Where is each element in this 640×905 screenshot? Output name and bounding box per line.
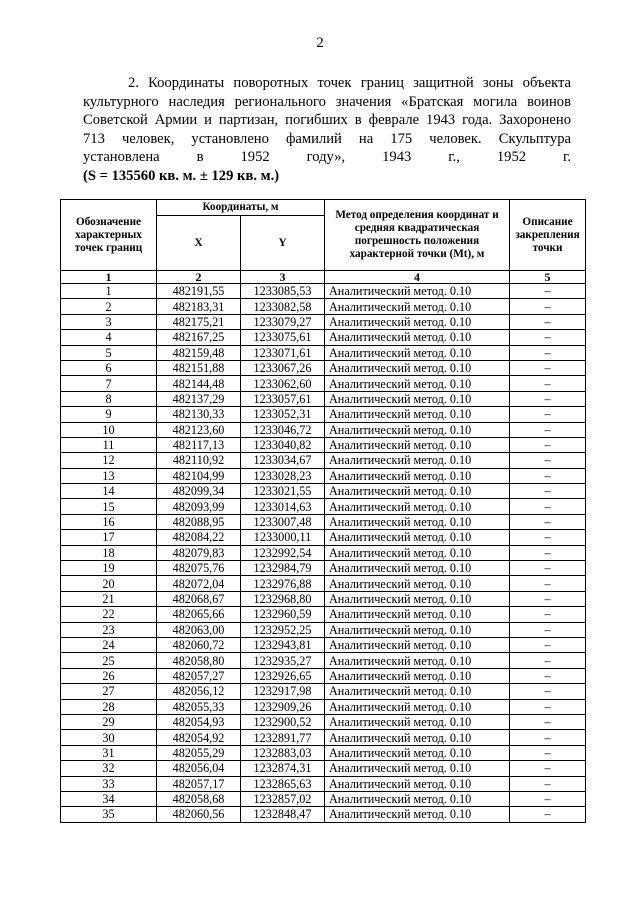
y-coordinate-cell: 1233075,61 bbox=[241, 330, 325, 345]
method-cell: Аналитический метод. 0.10 bbox=[325, 514, 510, 529]
point-number-cell: 3 bbox=[61, 314, 157, 329]
description-cell: – bbox=[510, 653, 586, 668]
description-cell: – bbox=[510, 714, 586, 729]
x-coordinate-cell: 482058,68 bbox=[157, 791, 241, 806]
x-coordinate-cell: 482117,13 bbox=[157, 437, 241, 452]
x-coordinate-cell: 482099,34 bbox=[157, 484, 241, 499]
point-number-cell: 28 bbox=[61, 699, 157, 714]
method-cell: Аналитический метод. 0.10 bbox=[325, 591, 510, 606]
y-coordinate-cell: 1232848,47 bbox=[241, 807, 325, 822]
y-coordinate-cell: 1232891,77 bbox=[241, 730, 325, 745]
description-cell: – bbox=[510, 468, 586, 483]
y-coordinate-cell: 1232960,59 bbox=[241, 607, 325, 622]
table-row bbox=[61, 530, 586, 545]
y-coordinate-cell: 1232992,54 bbox=[241, 545, 325, 560]
point-number-cell: 11 bbox=[61, 437, 157, 452]
table-row bbox=[61, 314, 586, 329]
method-cell: Аналитический метод. 0.10 bbox=[325, 453, 510, 468]
method-cell: Аналитический метод. 0.10 bbox=[325, 314, 510, 329]
method-cell: Аналитический метод. 0.10 bbox=[325, 776, 510, 791]
point-number-cell: 1 bbox=[61, 284, 157, 299]
method-cell: Аналитический метод. 0.10 bbox=[325, 668, 510, 683]
x-coordinate-cell: 482183,31 bbox=[157, 299, 241, 314]
x-coordinate-cell: 482079,83 bbox=[157, 545, 241, 560]
table-row bbox=[61, 514, 586, 529]
method-cell: Аналитический метод. 0.10 bbox=[325, 761, 510, 776]
description-cell: – bbox=[510, 484, 586, 499]
point-number-cell: 8 bbox=[61, 391, 157, 406]
method-cell: Аналитический метод. 0.10 bbox=[325, 484, 510, 499]
table-row bbox=[61, 453, 586, 468]
table-row bbox=[61, 807, 586, 822]
description-cell: – bbox=[510, 407, 586, 422]
description-cell: – bbox=[510, 622, 586, 637]
x-coordinate-cell: 482063,00 bbox=[157, 622, 241, 637]
y-coordinate-cell: 1232874,31 bbox=[241, 761, 325, 776]
y-coordinate-cell: 1232968,80 bbox=[241, 591, 325, 606]
y-coordinate-cell: 1232909,26 bbox=[241, 699, 325, 714]
x-coordinate-cell: 482167,25 bbox=[157, 330, 241, 345]
y-coordinate-cell: 1233040,82 bbox=[241, 437, 325, 452]
y-coordinate-cell: 1233062,60 bbox=[241, 376, 325, 391]
point-number-cell: 6 bbox=[61, 360, 157, 375]
point-number-cell: 19 bbox=[61, 561, 157, 576]
point-number-cell: 14 bbox=[61, 484, 157, 499]
x-coordinate-cell: 482065,66 bbox=[157, 607, 241, 622]
x-coordinate-cell: 482159,48 bbox=[157, 345, 241, 360]
point-number-cell: 30 bbox=[61, 730, 157, 745]
table-row bbox=[61, 745, 586, 760]
x-coordinate-cell: 482054,93 bbox=[157, 714, 241, 729]
header-designation: Обозначение характерных точек границ bbox=[61, 200, 157, 271]
method-cell: Аналитический метод. 0.10 bbox=[325, 807, 510, 822]
intro-line: Советской Армии и партизан, погибших в феврале 1943 года. Захоронено bbox=[83, 112, 571, 129]
point-number-cell: 26 bbox=[61, 668, 157, 683]
x-coordinate-cell: 482058,80 bbox=[157, 653, 241, 668]
description-cell: – bbox=[510, 453, 586, 468]
x-coordinate-cell: 482175,21 bbox=[157, 314, 241, 329]
description-cell: – bbox=[510, 745, 586, 760]
table-row bbox=[61, 714, 586, 729]
table-body bbox=[61, 284, 586, 823]
x-coordinate-cell: 482060,56 bbox=[157, 807, 241, 822]
intro-line: 713 человек, установлено фамилий на 175 человек. Скульптура bbox=[83, 130, 571, 147]
header-method-text: Метод определения координат и средняя квадратическая погрешность положения характерной точки (Mt), м bbox=[335, 209, 499, 260]
header-coordinates: Координаты, м bbox=[157, 200, 325, 216]
table-row bbox=[61, 330, 586, 345]
y-coordinate-cell: 1233046,72 bbox=[241, 422, 325, 437]
table-row bbox=[61, 391, 586, 406]
y-coordinate-cell: 1232943,81 bbox=[241, 637, 325, 652]
method-cell: Аналитический метод. 0.10 bbox=[325, 407, 510, 422]
x-coordinate-cell: 482088,95 bbox=[157, 514, 241, 529]
description-cell: – bbox=[510, 314, 586, 329]
x-coordinate-cell: 482093,99 bbox=[157, 499, 241, 514]
x-coordinate-cell: 482191,55 bbox=[157, 284, 241, 299]
table-row bbox=[61, 484, 586, 499]
y-coordinate-cell: 1232857,02 bbox=[241, 791, 325, 806]
table-row bbox=[61, 468, 586, 483]
table-row bbox=[61, 637, 586, 652]
description-cell: – bbox=[510, 807, 586, 822]
method-cell: Аналитический метод. 0.10 bbox=[325, 561, 510, 576]
table-row bbox=[61, 668, 586, 683]
y-coordinate-cell: 1233052,31 bbox=[241, 407, 325, 422]
method-cell: Аналитический метод. 0.10 bbox=[325, 530, 510, 545]
point-number-cell: 16 bbox=[61, 514, 157, 529]
description-cell: – bbox=[510, 422, 586, 437]
y-coordinate-cell: 1233034,67 bbox=[241, 453, 325, 468]
y-coordinate-cell: 1233057,61 bbox=[241, 391, 325, 406]
method-cell: Аналитический метод. 0.10 bbox=[325, 345, 510, 360]
method-cell: Аналитический метод. 0.10 bbox=[325, 791, 510, 806]
method-cell: Аналитический метод. 0.10 bbox=[325, 391, 510, 406]
table-row bbox=[61, 299, 586, 314]
point-number-cell: 5 bbox=[61, 345, 157, 360]
description-cell: – bbox=[510, 499, 586, 514]
point-number-cell: 24 bbox=[61, 637, 157, 652]
x-coordinate-cell: 482072,04 bbox=[157, 576, 241, 591]
x-coordinate-cell: 482056,12 bbox=[157, 684, 241, 699]
description-cell: – bbox=[510, 376, 586, 391]
point-number-cell: 2 bbox=[61, 299, 157, 314]
table-row bbox=[61, 422, 586, 437]
method-cell: Аналитический метод. 0.10 bbox=[325, 468, 510, 483]
method-cell: Аналитический метод. 0.10 bbox=[325, 330, 510, 345]
table-row bbox=[61, 776, 586, 791]
point-number-cell: 32 bbox=[61, 761, 157, 776]
x-coordinate-cell: 482151,88 bbox=[157, 360, 241, 375]
description-cell: – bbox=[510, 684, 586, 699]
table-row bbox=[61, 345, 586, 360]
table-row bbox=[61, 607, 586, 622]
column-number: 3 bbox=[241, 271, 325, 284]
intro-line: 2. Координаты поворотных точек границ защитной зоны объекта bbox=[128, 75, 571, 91]
column-number: 5 bbox=[510, 271, 586, 284]
y-coordinate-cell: 1232935,27 bbox=[241, 653, 325, 668]
x-coordinate-cell: 482123,60 bbox=[157, 422, 241, 437]
x-coordinate-cell: 482068,67 bbox=[157, 591, 241, 606]
header-y: Y bbox=[241, 216, 325, 271]
y-coordinate-cell: 1232976,88 bbox=[241, 576, 325, 591]
table-row bbox=[61, 622, 586, 637]
table-row bbox=[61, 360, 586, 375]
x-coordinate-cell: 482075,76 bbox=[157, 561, 241, 576]
x-coordinate-cell: 482110,92 bbox=[157, 453, 241, 468]
y-coordinate-cell: 1232926,65 bbox=[241, 668, 325, 683]
coordinates-table bbox=[60, 199, 586, 823]
x-coordinate-cell: 482144,48 bbox=[157, 376, 241, 391]
description-cell: – bbox=[510, 514, 586, 529]
point-number-cell: 9 bbox=[61, 407, 157, 422]
method-cell: Аналитический метод. 0.10 bbox=[325, 699, 510, 714]
description-cell: – bbox=[510, 360, 586, 375]
description-cell: – bbox=[510, 699, 586, 714]
description-cell: – bbox=[510, 591, 586, 606]
table-row bbox=[61, 499, 586, 514]
point-number-cell: 21 bbox=[61, 591, 157, 606]
y-coordinate-cell: 1232883,03 bbox=[241, 745, 325, 760]
description-cell: – bbox=[510, 437, 586, 452]
method-cell: Аналитический метод. 0.10 bbox=[325, 745, 510, 760]
y-coordinate-cell: 1233014,63 bbox=[241, 499, 325, 514]
method-cell: Аналитический метод. 0.10 bbox=[325, 437, 510, 452]
point-number-cell: 34 bbox=[61, 791, 157, 806]
method-cell: Аналитический метод. 0.10 bbox=[325, 714, 510, 729]
x-coordinate-cell: 482055,33 bbox=[157, 699, 241, 714]
x-coordinate-cell: 482084,22 bbox=[157, 530, 241, 545]
description-cell: – bbox=[510, 345, 586, 360]
description-cell: – bbox=[510, 761, 586, 776]
method-cell: Аналитический метод. 0.10 bbox=[325, 653, 510, 668]
x-coordinate-cell: 482130,33 bbox=[157, 407, 241, 422]
method-cell: Аналитический метод. 0.10 bbox=[325, 284, 510, 299]
x-coordinate-cell: 482054,92 bbox=[157, 730, 241, 745]
method-cell: Аналитический метод. 0.10 bbox=[325, 376, 510, 391]
area-line: (S = 135560 кв. м. ± 129 кв. м.) bbox=[83, 167, 280, 184]
table-row bbox=[61, 284, 586, 299]
description-cell: – bbox=[510, 637, 586, 652]
description-cell: – bbox=[510, 530, 586, 545]
y-coordinate-cell: 1233082,58 bbox=[241, 299, 325, 314]
table-row bbox=[61, 376, 586, 391]
y-coordinate-cell: 1233079,27 bbox=[241, 314, 325, 329]
y-coordinate-cell: 1232952,25 bbox=[241, 622, 325, 637]
y-coordinate-cell: 1233028,23 bbox=[241, 468, 325, 483]
y-coordinate-cell: 1233085,53 bbox=[241, 284, 325, 299]
page-number: 2 bbox=[316, 35, 324, 51]
column-number: 2 bbox=[157, 271, 241, 284]
table-row bbox=[61, 561, 586, 576]
method-cell: Аналитический метод. 0.10 bbox=[325, 360, 510, 375]
description-cell: – bbox=[510, 791, 586, 806]
point-number-cell: 7 bbox=[61, 376, 157, 391]
description-cell: – bbox=[510, 561, 586, 576]
header-x: X bbox=[157, 216, 241, 271]
intro-line: культурного наследия регионального значения «Братская могила воинов bbox=[83, 93, 571, 110]
x-coordinate-cell: 482056,04 bbox=[157, 761, 241, 776]
point-number-cell: 23 bbox=[61, 622, 157, 637]
point-number-cell: 27 bbox=[61, 684, 157, 699]
point-number-cell: 4 bbox=[61, 330, 157, 345]
description-cell: – bbox=[510, 576, 586, 591]
point-number-cell: 15 bbox=[61, 499, 157, 514]
x-coordinate-cell: 482057,27 bbox=[157, 668, 241, 683]
description-cell: – bbox=[510, 391, 586, 406]
method-cell: Аналитический метод. 0.10 bbox=[325, 299, 510, 314]
x-coordinate-cell: 482055,29 bbox=[157, 745, 241, 760]
table-row bbox=[61, 684, 586, 699]
point-number-cell: 33 bbox=[61, 776, 157, 791]
column-number: 4 bbox=[325, 271, 510, 284]
method-cell: Аналитический метод. 0.10 bbox=[325, 545, 510, 560]
table-row bbox=[61, 437, 586, 452]
description-cell: – bbox=[510, 299, 586, 314]
y-coordinate-cell: 1233071,61 bbox=[241, 345, 325, 360]
method-cell: Аналитический метод. 0.10 bbox=[325, 730, 510, 745]
table-row bbox=[61, 699, 586, 714]
table-row bbox=[61, 545, 586, 560]
method-cell: Аналитический метод. 0.10 bbox=[325, 422, 510, 437]
method-cell: Аналитический метод. 0.10 bbox=[325, 499, 510, 514]
table-row bbox=[61, 591, 586, 606]
method-cell: Аналитический метод. 0.10 bbox=[325, 576, 510, 591]
table-row bbox=[61, 791, 586, 806]
table-row bbox=[61, 653, 586, 668]
table-row bbox=[61, 407, 586, 422]
y-coordinate-cell: 1233021,55 bbox=[241, 484, 325, 499]
y-coordinate-cell: 1232900,52 bbox=[241, 714, 325, 729]
point-number-cell: 20 bbox=[61, 576, 157, 591]
header-description: Описание закрепления точки bbox=[510, 200, 586, 271]
x-coordinate-cell: 482060,72 bbox=[157, 637, 241, 652]
y-coordinate-cell: 1233007,48 bbox=[241, 514, 325, 529]
y-coordinate-cell: 1232984,79 bbox=[241, 561, 325, 576]
point-number-cell: 29 bbox=[61, 714, 157, 729]
y-coordinate-cell: 1233067,26 bbox=[241, 360, 325, 375]
point-number-cell: 25 bbox=[61, 653, 157, 668]
point-number-cell: 31 bbox=[61, 745, 157, 760]
intro-paragraph bbox=[83, 74, 571, 186]
y-coordinate-cell: 1232865,63 bbox=[241, 776, 325, 791]
table-row bbox=[61, 730, 586, 745]
table-row bbox=[61, 576, 586, 591]
header-method bbox=[325, 200, 510, 271]
description-cell: – bbox=[510, 730, 586, 745]
y-coordinate-cell: 1233000,11 bbox=[241, 530, 325, 545]
intro-line: установлена в 1952 году», 1943 г., 1952 г. bbox=[83, 149, 571, 166]
point-number-cell: 35 bbox=[61, 807, 157, 822]
point-number-cell: 22 bbox=[61, 607, 157, 622]
y-coordinate-cell: 1232917,98 bbox=[241, 684, 325, 699]
description-cell: – bbox=[510, 330, 586, 345]
point-number-cell: 10 bbox=[61, 422, 157, 437]
description-cell: – bbox=[510, 545, 586, 560]
description-cell: – bbox=[510, 668, 586, 683]
description-cell: – bbox=[510, 607, 586, 622]
method-cell: Аналитический метод. 0.10 bbox=[325, 684, 510, 699]
table-row bbox=[61, 761, 586, 776]
x-coordinate-cell: 482057,17 bbox=[157, 776, 241, 791]
column-number: 1 bbox=[61, 271, 157, 284]
method-cell: Аналитический метод. 0.10 bbox=[325, 622, 510, 637]
point-number-cell: 12 bbox=[61, 453, 157, 468]
method-cell: Аналитический метод. 0.10 bbox=[325, 607, 510, 622]
description-cell: – bbox=[510, 776, 586, 791]
description-cell: – bbox=[510, 284, 586, 299]
method-cell: Аналитический метод. 0.10 bbox=[325, 637, 510, 652]
x-coordinate-cell: 482137,29 bbox=[157, 391, 241, 406]
x-coordinate-cell: 482104,99 bbox=[157, 468, 241, 483]
point-number-cell: 13 bbox=[61, 468, 157, 483]
point-number-cell: 18 bbox=[61, 545, 157, 560]
point-number-cell: 17 bbox=[61, 530, 157, 545]
